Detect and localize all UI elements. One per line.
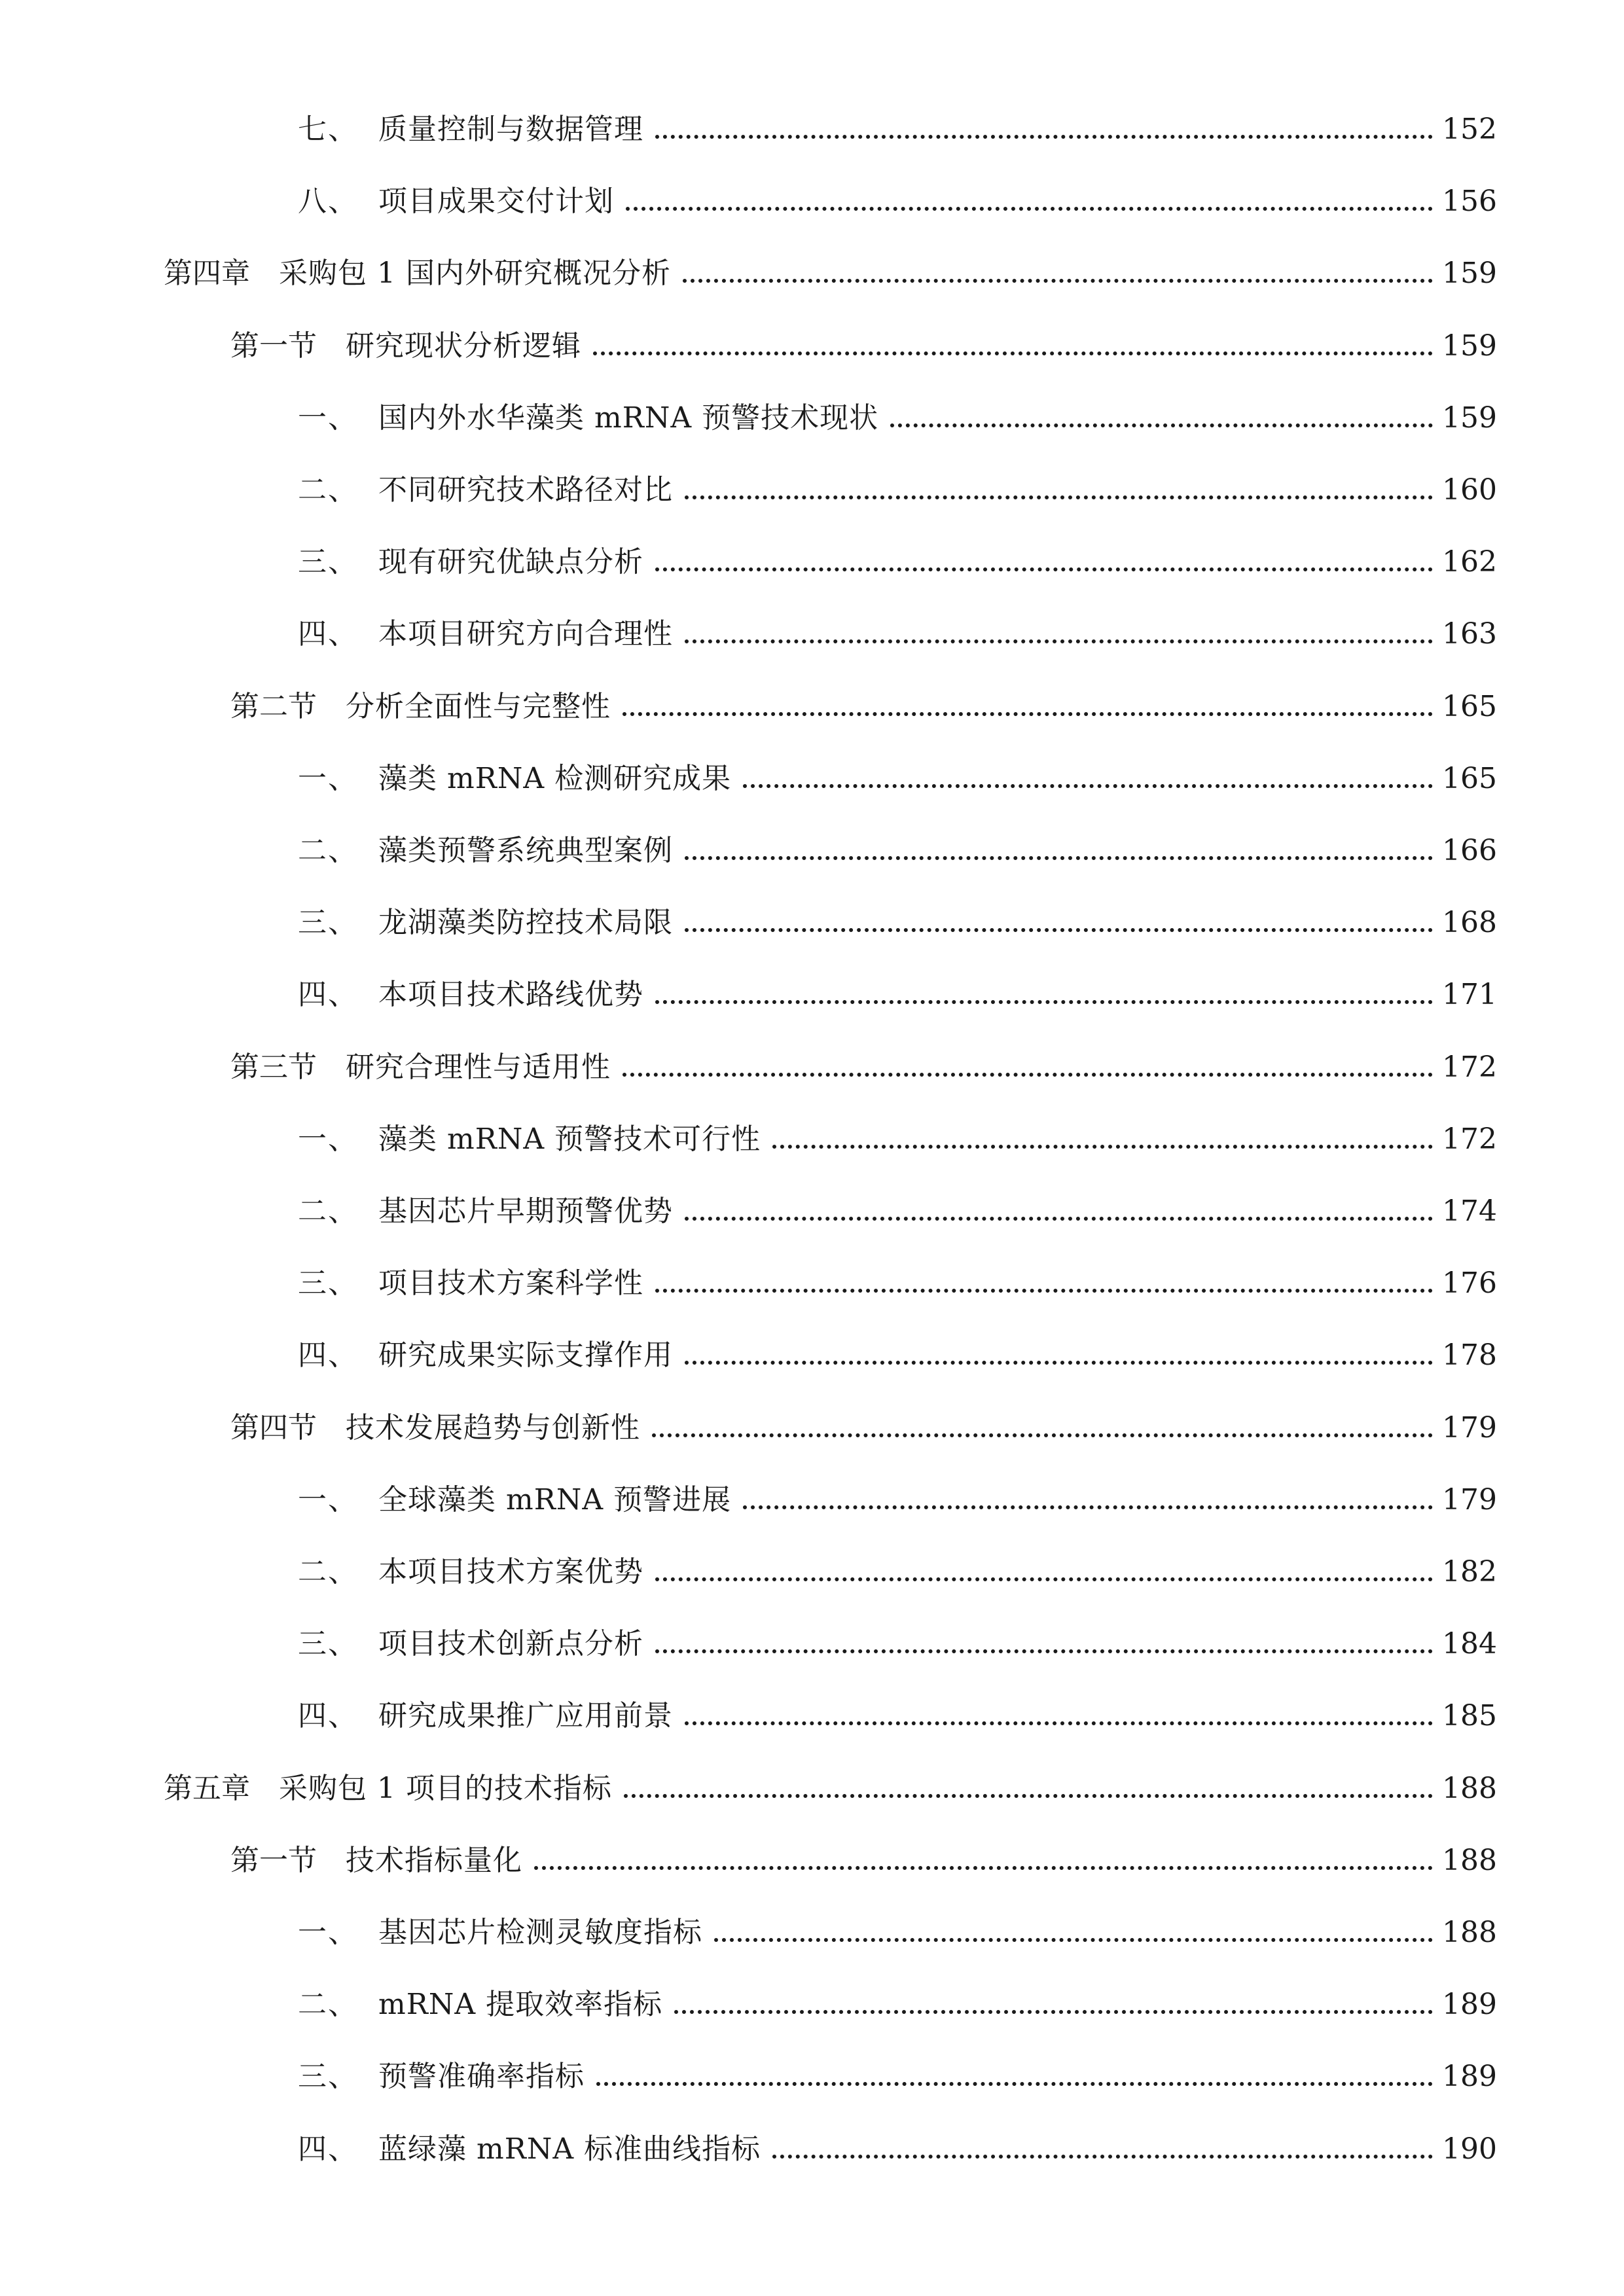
- toc-entry-number: 三、: [298, 1627, 358, 1660]
- toc-entry-title: 基因芯片早期预警优势: [378, 1194, 673, 1228]
- toc-entry-item[interactable]: [298, 1606, 1497, 1660]
- toc-entry-page-number: 159: [1442, 257, 1497, 290]
- toc-entry-page-number: 178: [1442, 1338, 1497, 1372]
- toc-entry-page-number: 189: [1442, 2060, 1497, 2093]
- toc-entry-title: 藻类预警系统典型案例: [378, 834, 673, 867]
- toc-entry-section[interactable]: [230, 1823, 1497, 1877]
- toc-entry-title: 藻类 mRNA 预警技术可行性: [378, 1122, 761, 1156]
- toc-entry-number: 第二节: [230, 690, 317, 723]
- toc-entry-item[interactable]: [298, 1534, 1497, 1588]
- toc-entry-item[interactable]: [298, 1318, 1497, 1372]
- toc-entry-title: 全球藻类 mRNA 预警进展: [378, 1483, 732, 1516]
- toc-entry-item[interactable]: [298, 1102, 1497, 1156]
- toc-entry-section[interactable]: [230, 1030, 1497, 1084]
- toc-entry-page-number: 152: [1442, 113, 1497, 146]
- dot-leader: [655, 1000, 1433, 1004]
- toc-entry-page-number: 156: [1442, 185, 1497, 218]
- toc-entry-number: 一、: [298, 1916, 358, 1949]
- dot-leader: [623, 1073, 1433, 1077]
- dot-leader: [683, 279, 1433, 283]
- toc-entry-item[interactable]: [298, 1462, 1497, 1516]
- toc-entry-page-number: 189: [1442, 1988, 1497, 2021]
- dot-leader: [685, 495, 1433, 499]
- toc-entry-title: 龙湖藻类防控技术局限: [378, 906, 673, 939]
- toc-entry-number: 四、: [298, 617, 358, 651]
- toc-entry-item[interactable]: [298, 2039, 1497, 2093]
- toc-entry-title: 基因芯片检测灵敏度指标: [378, 1916, 702, 1949]
- toc-entry-title: 质量控制与数据管理: [378, 113, 643, 146]
- toc-entry-number: 第四节: [230, 1411, 317, 1444]
- toc-entry-section[interactable]: [230, 1390, 1497, 1444]
- toc-entry-item[interactable]: [298, 452, 1497, 507]
- toc-entry-item[interactable]: [298, 524, 1497, 579]
- dot-leader: [743, 784, 1433, 788]
- dot-leader: [685, 856, 1433, 860]
- dot-leader: [685, 1217, 1433, 1221]
- toc-entry-number: 第一节: [230, 329, 317, 363]
- toc-entry-page-number: 176: [1442, 1266, 1497, 1300]
- toc-entry-title: 项目成果交付计划: [378, 185, 614, 218]
- toc-entry-page-number: 171: [1442, 978, 1497, 1011]
- toc-entry-item[interactable]: [298, 1174, 1497, 1228]
- dot-leader: [624, 1794, 1433, 1798]
- toc-entry-number: 第五章: [164, 1772, 250, 1805]
- dot-leader: [655, 1577, 1433, 1581]
- toc-entry-title: 本项目研究方向合理性: [378, 617, 673, 651]
- dot-leader: [596, 2082, 1433, 2086]
- dot-leader: [685, 928, 1433, 932]
- dot-leader: [685, 639, 1433, 643]
- dot-leader: [743, 1505, 1433, 1509]
- toc-entry-number: 第四章: [164, 257, 250, 290]
- toc-entry-title: 采购包 1 国内外研究概况分析: [279, 257, 671, 290]
- toc-entry-title: 技术发展趋势与创新性: [346, 1411, 640, 1444]
- toc-entry-page-number: 184: [1442, 1627, 1497, 1660]
- toc-entry-page-number: 179: [1442, 1411, 1497, 1444]
- toc-entry-page-number: 162: [1442, 545, 1497, 579]
- toc-entry-number: 三、: [298, 906, 358, 939]
- dot-leader: [685, 1721, 1433, 1725]
- toc-entry-item[interactable]: [298, 1895, 1497, 1949]
- toc-entry-number: 一、: [298, 1122, 358, 1156]
- toc-entry-number: 二、: [298, 473, 358, 507]
- toc-entry-page-number: 165: [1442, 690, 1497, 723]
- dot-leader: [655, 1649, 1433, 1653]
- toc-entry-page-number: 188: [1442, 1772, 1497, 1805]
- toc-entry-number: 二、: [298, 834, 358, 867]
- dot-leader: [626, 207, 1433, 211]
- toc-entry-title: 本项目技术路线优势: [378, 978, 643, 1011]
- toc-entry-number: 一、: [298, 762, 358, 795]
- toc-entry-number: 四、: [298, 1699, 358, 1732]
- toc-entry-number: 四、: [298, 978, 358, 1011]
- toc-entry-section[interactable]: [230, 308, 1497, 363]
- toc-entry-page-number: 182: [1442, 1555, 1497, 1588]
- toc-entry-item[interactable]: [298, 885, 1497, 939]
- toc-entry-title: 不同研究技术路径对比: [378, 473, 673, 507]
- toc-entry-title: 蓝绿藻 mRNA 标准曲线指标: [378, 2132, 761, 2166]
- toc-entry-section[interactable]: [230, 669, 1497, 723]
- toc-entry-page-number: 165: [1442, 762, 1497, 795]
- toc-entry-number: 二、: [298, 1988, 358, 2021]
- toc-entry-title: 研究成果推广应用前景: [378, 1699, 673, 1732]
- toc-entry-title: 研究合理性与适用性: [346, 1050, 611, 1084]
- toc-entry-item[interactable]: [298, 813, 1497, 867]
- dot-leader: [772, 2155, 1433, 2159]
- toc-entry-title: 研究成果实际支撑作用: [378, 1338, 673, 1372]
- toc-entry-item[interactable]: [298, 1678, 1497, 1732]
- dot-leader: [714, 1938, 1433, 1942]
- toc-entry-title: 国内外水华藻类 mRNA 预警技术现状: [378, 401, 879, 435]
- toc-entry-page-number: 179: [1442, 1483, 1497, 1516]
- toc-entry-title: 技术指标量化: [346, 1844, 522, 1877]
- toc-entry-page-number: 159: [1442, 329, 1497, 363]
- toc-entry-item[interactable]: [298, 741, 1497, 795]
- toc-entry-number: 第三节: [230, 1050, 317, 1084]
- toc-entry-page-number: 172: [1442, 1122, 1497, 1156]
- dot-leader: [593, 351, 1433, 355]
- toc-entry-page-number: 185: [1442, 1699, 1497, 1732]
- dot-leader: [534, 1866, 1433, 1870]
- toc-entry-page-number: 159: [1442, 401, 1497, 435]
- toc-entry-page-number: 160: [1442, 473, 1497, 507]
- toc-entry-title: 藻类 mRNA 检测研究成果: [378, 762, 732, 795]
- toc-entry-number: 四、: [298, 1338, 358, 1372]
- toc-entry-title: 现有研究优缺点分析: [378, 545, 643, 579]
- toc-entry-title: 项目技术创新点分析: [378, 1627, 643, 1660]
- toc-entry-item[interactable]: [298, 164, 1497, 218]
- toc-entry-title: 预警准确率指标: [378, 2060, 585, 2093]
- dot-leader: [655, 567, 1433, 571]
- toc-entry-number: 三、: [298, 545, 358, 579]
- dot-leader: [655, 135, 1433, 139]
- toc-entry-number: 一、: [298, 1483, 358, 1516]
- toc-entry-page-number: 166: [1442, 834, 1497, 867]
- toc-entry-title: 分析全面性与完整性: [346, 690, 611, 723]
- toc-entry-title: mRNA 提取效率指标: [378, 1988, 663, 2021]
- toc-entry-page-number: 168: [1442, 906, 1497, 939]
- toc-entry-number: 三、: [298, 2060, 358, 2093]
- toc-entry-page-number: 174: [1442, 1194, 1497, 1228]
- toc-entry-page-number: 190: [1442, 2132, 1497, 2166]
- toc-entry-item[interactable]: [298, 596, 1497, 651]
- toc-entry-number: 第一节: [230, 1844, 317, 1877]
- toc-entry-number: 三、: [298, 1266, 358, 1300]
- toc-entry-item[interactable]: [298, 92, 1497, 146]
- dot-leader: [890, 423, 1433, 427]
- toc-entry-page-number: 188: [1442, 1916, 1497, 1949]
- dot-leader: [655, 1289, 1433, 1293]
- toc-entry-title: 采购包 1 项目的技术指标: [279, 1772, 612, 1805]
- dot-leader: [652, 1433, 1433, 1437]
- toc-entry-number: 七、: [298, 113, 358, 146]
- toc-entry-title: 项目技术方案科学性: [378, 1266, 643, 1300]
- toc-entry-number: 二、: [298, 1555, 358, 1588]
- toc-entry-number: 四、: [298, 2132, 358, 2166]
- dot-leader: [674, 2010, 1433, 2014]
- toc-entry-page-number: 188: [1442, 1844, 1497, 1877]
- toc-entry-number: 二、: [298, 1194, 358, 1228]
- toc-entry-page-number: 163: [1442, 617, 1497, 651]
- dot-leader: [623, 712, 1433, 716]
- toc-entry-title: 研究现状分析逻辑: [346, 329, 581, 363]
- toc-entry-chapter[interactable]: [164, 236, 1497, 290]
- toc-entry-item[interactable]: [298, 380, 1497, 435]
- toc-entry-title: 本项目技术方案优势: [378, 1555, 643, 1588]
- toc-entry-number: 一、: [298, 401, 358, 435]
- toc-entry-item[interactable]: [298, 2111, 1497, 2166]
- toc-entry-item[interactable]: [298, 957, 1497, 1011]
- toc-entry-item[interactable]: [298, 1246, 1497, 1300]
- dot-leader: [685, 1361, 1433, 1365]
- toc-entry-page-number: 172: [1442, 1050, 1497, 1084]
- toc-entry-chapter[interactable]: [164, 1751, 1497, 1805]
- dot-leader: [772, 1145, 1433, 1149]
- toc-entry-item[interactable]: [298, 1967, 1497, 2021]
- toc-entry-number: 八、: [298, 185, 358, 218]
